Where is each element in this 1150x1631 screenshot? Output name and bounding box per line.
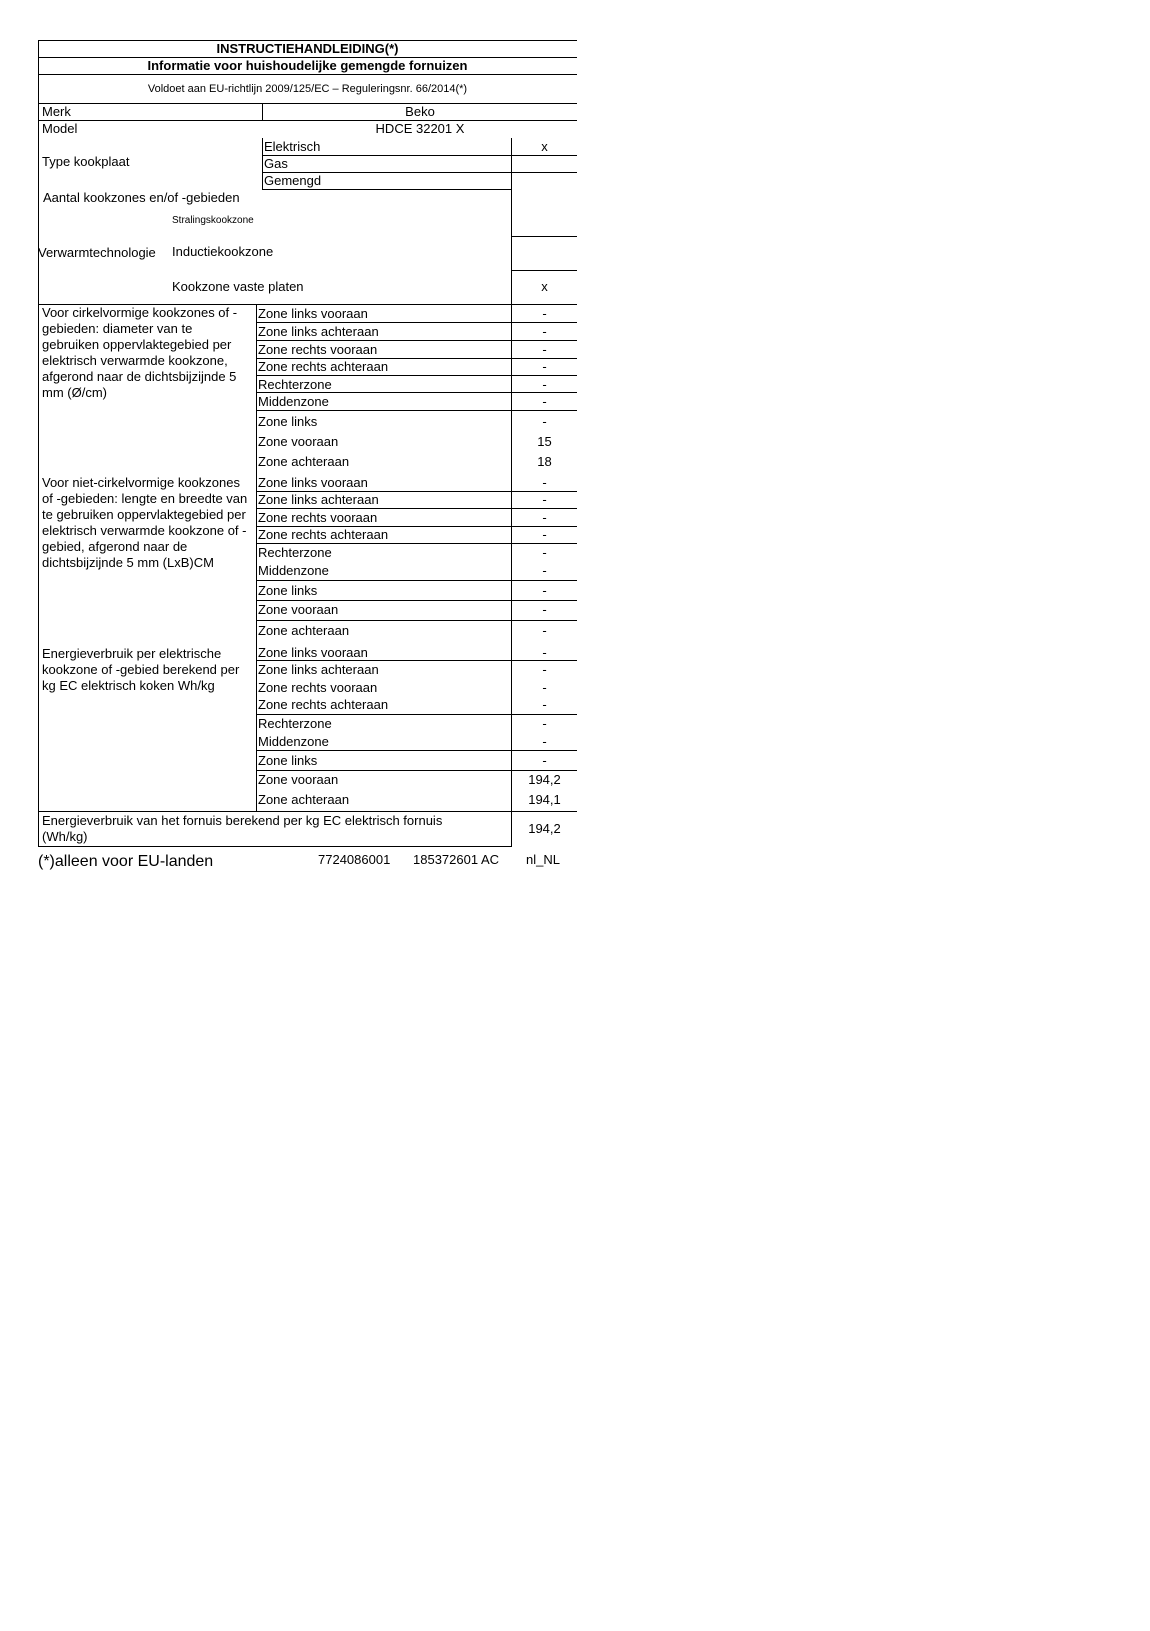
zone-name: Rechterzone xyxy=(258,545,332,560)
zone-value: - xyxy=(542,545,547,560)
table-rule xyxy=(256,410,577,411)
zone-value: - xyxy=(542,527,547,542)
zone-name: Zone rechts vooraan xyxy=(258,510,378,525)
zone-name: Rechterzone xyxy=(258,377,332,392)
zone-value: - xyxy=(542,510,547,525)
zone-name: Middenzone xyxy=(258,563,329,578)
table-border xyxy=(511,304,512,846)
zone-name: Zone links achteraan xyxy=(258,324,379,339)
table-rule xyxy=(38,811,577,812)
zone-name: Zone links vooraan xyxy=(258,306,368,321)
table-rule xyxy=(262,155,577,156)
zone-value: - xyxy=(542,377,547,392)
table-rule xyxy=(38,304,577,305)
zone-name: Zone rechts achteraan xyxy=(258,697,389,712)
table-rule xyxy=(262,189,511,190)
energy-zone-label: Energieverbruik per elektrische kookzone of -gebied berekend per kg EC elektrisch koken Wh/kg xyxy=(42,646,240,693)
table-rule xyxy=(256,770,577,771)
footer-code: 7724086001 xyxy=(318,852,391,867)
table-rule xyxy=(256,750,577,751)
zone-name: Zone achteraan xyxy=(258,792,350,807)
footer-note: (*)alleen voor EU-landen xyxy=(38,853,214,870)
zone-value: - xyxy=(542,563,547,578)
table-rule xyxy=(256,620,577,621)
zone-name: Zone achteraan xyxy=(258,623,350,638)
brand-value: Beko xyxy=(405,104,435,119)
zone-name: Zone rechts vooraan xyxy=(258,342,378,357)
zone-name: Middenzone xyxy=(258,394,329,409)
document-title: INSTRUCTIEHANDLEIDING(*) xyxy=(216,41,399,56)
brand-label: Merk xyxy=(42,104,71,119)
zone-name: Zone rechts achteraan xyxy=(258,359,389,374)
table-rule xyxy=(256,392,577,393)
zone-value: - xyxy=(542,414,547,429)
zone-value: - xyxy=(542,602,547,617)
zone-name: Zone links xyxy=(258,753,318,768)
hob-type-mark: x xyxy=(541,139,548,154)
zone-value: - xyxy=(542,734,547,749)
zone-value: - xyxy=(542,324,547,339)
hob-type-label: Type kookplaat xyxy=(42,154,130,169)
zone-name: Zone links xyxy=(258,414,318,429)
heating-option: Inductiekookzone xyxy=(172,244,274,259)
table-rule xyxy=(256,600,577,601)
zone-name: Zone vooraan xyxy=(258,772,339,787)
table-border xyxy=(262,103,263,120)
zone-name: Zone links vooraan xyxy=(258,645,368,660)
table-rule xyxy=(256,491,577,492)
zone-name: Middenzone xyxy=(258,734,329,749)
table-rule xyxy=(38,846,512,847)
footer-locale: nl_NL xyxy=(526,852,560,867)
model-label: Model xyxy=(42,121,78,136)
zone-name: Zone links achteraan xyxy=(258,492,379,507)
zone-value: 194,1 xyxy=(528,792,561,807)
circular-label: Voor cirkelvormige kookzones of -gebieden: diameter van te gebruiken oppervlaktegebied per elektrisch verwarmde kookzone, afgerond naar de dichtsbijzijnde 5 mm (Ø/cm) xyxy=(42,305,238,400)
model-value: HDCE 32201 X xyxy=(375,121,465,136)
table-rule xyxy=(262,172,577,173)
zone-value: 194,2 xyxy=(528,772,561,787)
table-border xyxy=(262,138,263,190)
zone-name: Rechterzone xyxy=(258,716,332,731)
table-rule xyxy=(256,508,577,509)
heating-mark: x xyxy=(541,279,548,294)
table-rule xyxy=(256,543,577,544)
zone-name: Zone links xyxy=(258,583,318,598)
zone-name: Zone rechts vooraan xyxy=(258,680,378,695)
zone-name: Zone rechts achteraan xyxy=(258,527,389,542)
zone-name: Zone links vooraan xyxy=(258,475,368,490)
zone-value: - xyxy=(542,662,547,677)
zone-value: - xyxy=(542,342,547,357)
table-rule xyxy=(256,714,577,715)
zone-value: - xyxy=(542,394,547,409)
zone-name: Zone achteraan xyxy=(258,454,350,469)
table-rule xyxy=(38,40,577,41)
zone-value: - xyxy=(542,492,547,507)
table-rule xyxy=(256,580,577,581)
document-subtitle: Informatie voor huishoudelijke gemengde fornuizen xyxy=(147,58,468,73)
table-border xyxy=(256,304,257,811)
zone-value: - xyxy=(542,645,547,660)
table-rule xyxy=(38,103,577,104)
compliance-text: Voldoet aan EU-richtlijn 2009/125/EC – Reguleringsnr. 66/2014(*) xyxy=(147,83,468,95)
energy-oven-value: 194,2 xyxy=(528,821,561,836)
table-border xyxy=(511,138,512,305)
heating-option: Kookzone vaste platen xyxy=(172,279,304,294)
table-rule xyxy=(38,57,577,58)
zone-name: Zone vooraan xyxy=(258,434,339,449)
table-rule xyxy=(511,270,577,271)
zone-value: 15 xyxy=(537,434,552,449)
heating-label: Verwarmtechnologie xyxy=(38,245,156,260)
zone-name: Zone vooraan xyxy=(258,602,339,617)
zone-value: 18 xyxy=(537,454,552,469)
zone-name: Zone links achteraan xyxy=(258,662,379,677)
noncircular-label: Voor niet-cirkelvormige kookzones of -gebieden: lengte en breedte van te gebruiken oppervlaktegebied per elektrisch verwarmde kookzone of -gebied, afgerond naar de dichtsbijzijnde 5 mm (LxB)CM xyxy=(42,475,248,570)
table-rule xyxy=(256,340,577,341)
zone-value: - xyxy=(542,680,547,695)
table-rule xyxy=(256,660,577,661)
hob-type-option: Gas xyxy=(264,156,288,171)
table-border xyxy=(38,40,39,847)
hob-type-option: Elektrisch xyxy=(264,139,321,154)
heating-option: Stralingskookzone xyxy=(172,215,254,226)
zone-value: - xyxy=(542,475,547,490)
zone-value: - xyxy=(542,697,547,712)
zone-value: - xyxy=(542,753,547,768)
energy-oven-label: Energieverbruik van het fornuis berekend per kg EC elektrisch fornuis (Wh/kg) xyxy=(42,813,443,844)
footer-code: 185372601 AC xyxy=(413,852,500,867)
table-rule xyxy=(511,236,577,237)
zone-value: - xyxy=(542,716,547,731)
table-rule xyxy=(38,74,577,75)
zones-count-label: Aantal kookzones en/of -gebieden xyxy=(43,190,240,205)
zone-value: - xyxy=(542,306,547,321)
table-rule xyxy=(38,120,577,121)
zone-value: - xyxy=(542,359,547,374)
table-rule xyxy=(256,322,577,323)
hob-type-option: Gemengd xyxy=(264,173,322,188)
table-rule xyxy=(256,375,577,376)
zone-value: - xyxy=(542,623,547,638)
table-rule xyxy=(256,526,577,527)
zone-value: - xyxy=(542,583,547,598)
table-rule xyxy=(256,358,577,359)
